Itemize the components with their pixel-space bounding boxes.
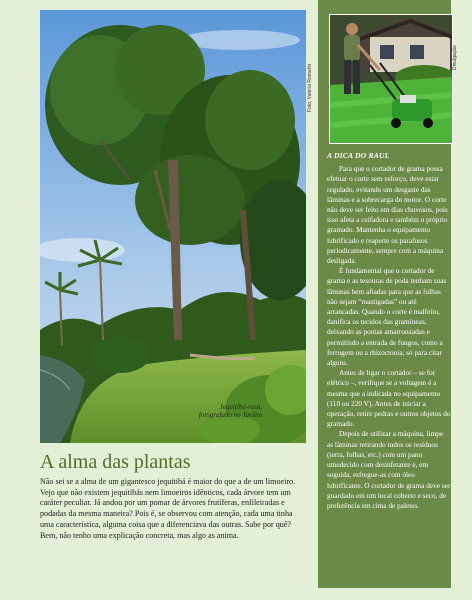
caption-line-2: fotografado no Jardim	[198, 411, 262, 419]
article-title: A alma das plantas	[40, 451, 191, 473]
tip-paragraph: Antes de ligar o cortador – se for elétrico –, verifique se a voltagem é a mesma que a indicada no equipamento (110 ou 220 V). Antes de iniciar a operação, retire pedras e outros objetos do gramado.	[327, 368, 451, 429]
tip-paragraph: Para que o cortador de grama possa efetuar o corte sem esforço, deve estar regulado, evitando um desgaste das lâminas e a sobrecarga do motor. O corte não deve ser feito em dias chuvosos, pois isso afeta a ceifadora e também o próprio gramado. Mantenha o equipamento lubrificado e reaperte os parafusos periodicamente, sempre com a máquina desligada.	[327, 164, 448, 266]
lawnmower-photo	[329, 14, 453, 144]
tip-title: A DICA DO RAUL	[327, 151, 390, 160]
tip-paragraph: É fundamental que o cortador de grama e as tesouras de poda tenham suas lâminas bem afiadas para que as folhas não sejam “mastigadas” ou até arrancadas. Quando o corte é malfeito, danifica os tecidos das gramíneas, deixando as pontas amarronzadas e permitindo a entrada de fungos, como a ferrugem ou a rhizoctonia, só para citar alguns.	[327, 266, 447, 368]
photo-credit: Foto: Valerio Romahn	[307, 63, 313, 112]
main-tree-photo	[40, 10, 306, 443]
tip-box	[327, 151, 451, 511]
tip-paragraph: Depois de utilizar a máquina, limpe as lâminas retirando todos os resíduos (terra, folhas, etc.) com um pano umedecido com desinfetante e, em seguida, esfregue-as com óleo lubrificante. O cortador de grama deve ser guardado em um local coberto e seco, de preferência em cima de paletes.	[327, 429, 451, 510]
article-body: Não sei se a alma de um gigantesco jequitibá é maior do que a de um limoeiro. Vejo que não existem jequitibás nem limoeiros idênticos, cada árvore tem um caráter peculiar. Já andou por um pomar de árvores frutíferas, enfileiradas e podadas da mesma maneira? Pois é, se observou com atenção, cada uma tinha uma característica, alguma coisa que a diferenciava das outras. Sabe por quê? Bem, não tenho uma explicação concreta, mas algo as anima.	[40, 477, 296, 540]
photo-caption	[150, 403, 262, 419]
small-photo-credit: Divulgação	[452, 45, 458, 70]
caption-line-1: Jequitibá-rosa,	[219, 403, 262, 411]
